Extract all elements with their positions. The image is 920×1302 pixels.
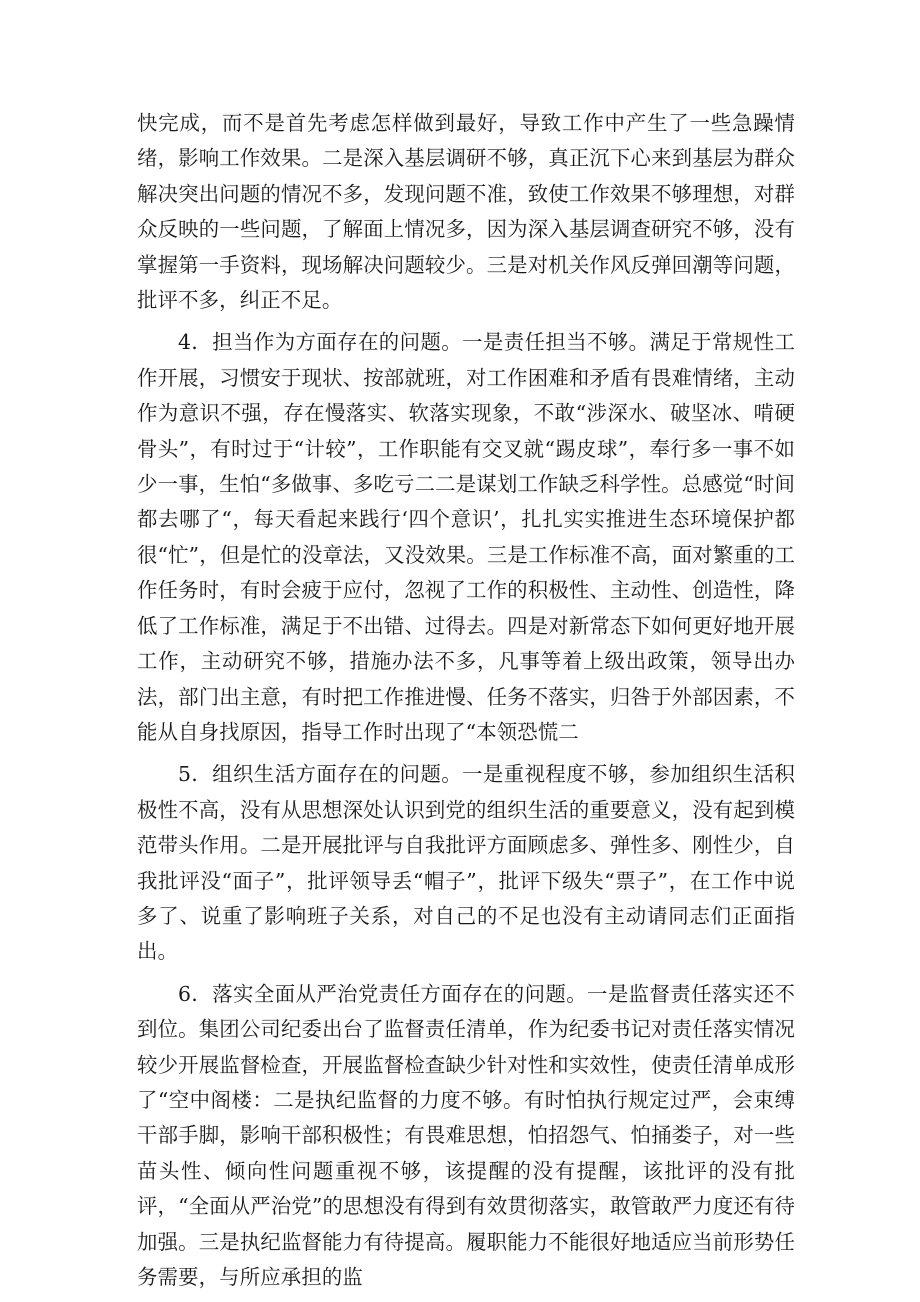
paragraph-section-6: 6．落实全面从严治党责任方面存在的问题。一是监督责任落实还不到位。集团公司纪委出台了监督责任清单，作为纪委书记对责任落实情况较少开展监督检查，开展监督检查缺少针对性和实效性，使责任清单成形了“空中阁楼：二是执纪监督的力度不够。有时怕执行规定过严，会束缚干部手脚，影响干部积极性；有畏难思想，怕招怨气、怕捅娄子，对一些苗头性、倾向性问题重视不够，该提醒的没有提醒，该批评的没有批评，“全面从严治党”的思想没有得到有效贯彻落实，敢管敢严力度还有待加强。三是执纪监督能力有待提高。履职能力不能很好地适应当前形势任务需要，与所应承担的监 (137, 981, 795, 1289)
paragraph-continuation: 快完成，而不是首先考虑怎样做到最好，导致工作中产生了一些急躁情绪，影响工作效果。二是深入基层调研不够，真正沉下心来到基层为群众解决突出问题的情况不多，发现问题不准，致使工作效果不够理想，对群众反映的一些问题，了解面上情况多，因为深入基层调查研究不够，没有掌握第一手资料，现场解决问题较少。三是对机关作风反弹回潮等问题，批评不多，纠正不足。 (137, 111, 795, 313)
paragraph-section-4: 4．担当作为方面存在的问题。一是责任担当不够。满足于常规性工作开展，习惯安于现状、按部就班，对工作困难和矛盾有畏难情绪，主动作为意识不强，存在慢落实、软落实现象，不敢“涉深水、破坚冰、啃硬骨头”，有时过于“计较”，工作职能有交叉就“踢皮球”，奉行多一事不如少一事，生怕“多做事、多吃亏二二是谋划工作缺乏科学性。总感觉“时间都去哪了“，每天看起来践行‘四个意识’，扎扎实实推进生态环境保护都很“忙”，但是忙的没章法，又没效果。三是工作标准不高，面对繁重的工作任务时，有时会疲于应付，忽视了工作的积极性、主动性、创造性，降低了工作标准，满足于不出错、过得去。四是对新常态下如何更好地开展工作，主动研究不够，措施办法不多，凡事等着上级出政策，领导出办法，部门出主意，有时把工作推进慢、任务不落实，归咎于外部因素，不能从自身找原因，指导工作时出现了“本领恐慌二 (137, 330, 795, 744)
paragraph-section-5: 5．组织生活方面存在的问题。一是重视程度不够，参加组织生活积极性不高，没有从思想深处认识到党的组织生活的重要意义，没有起到模范带头作用。二是开展批评与自我批评方面顾虑多、弹性多、刚性少，自我批评没“面子”，批评领导丢“帽子”，批评下级失“票子”，在工作中说多了、说重了影响班子关系，对自己的不足也没有主动请同志们正面指出。 (137, 762, 795, 964)
document-body (137, 106, 795, 1302)
